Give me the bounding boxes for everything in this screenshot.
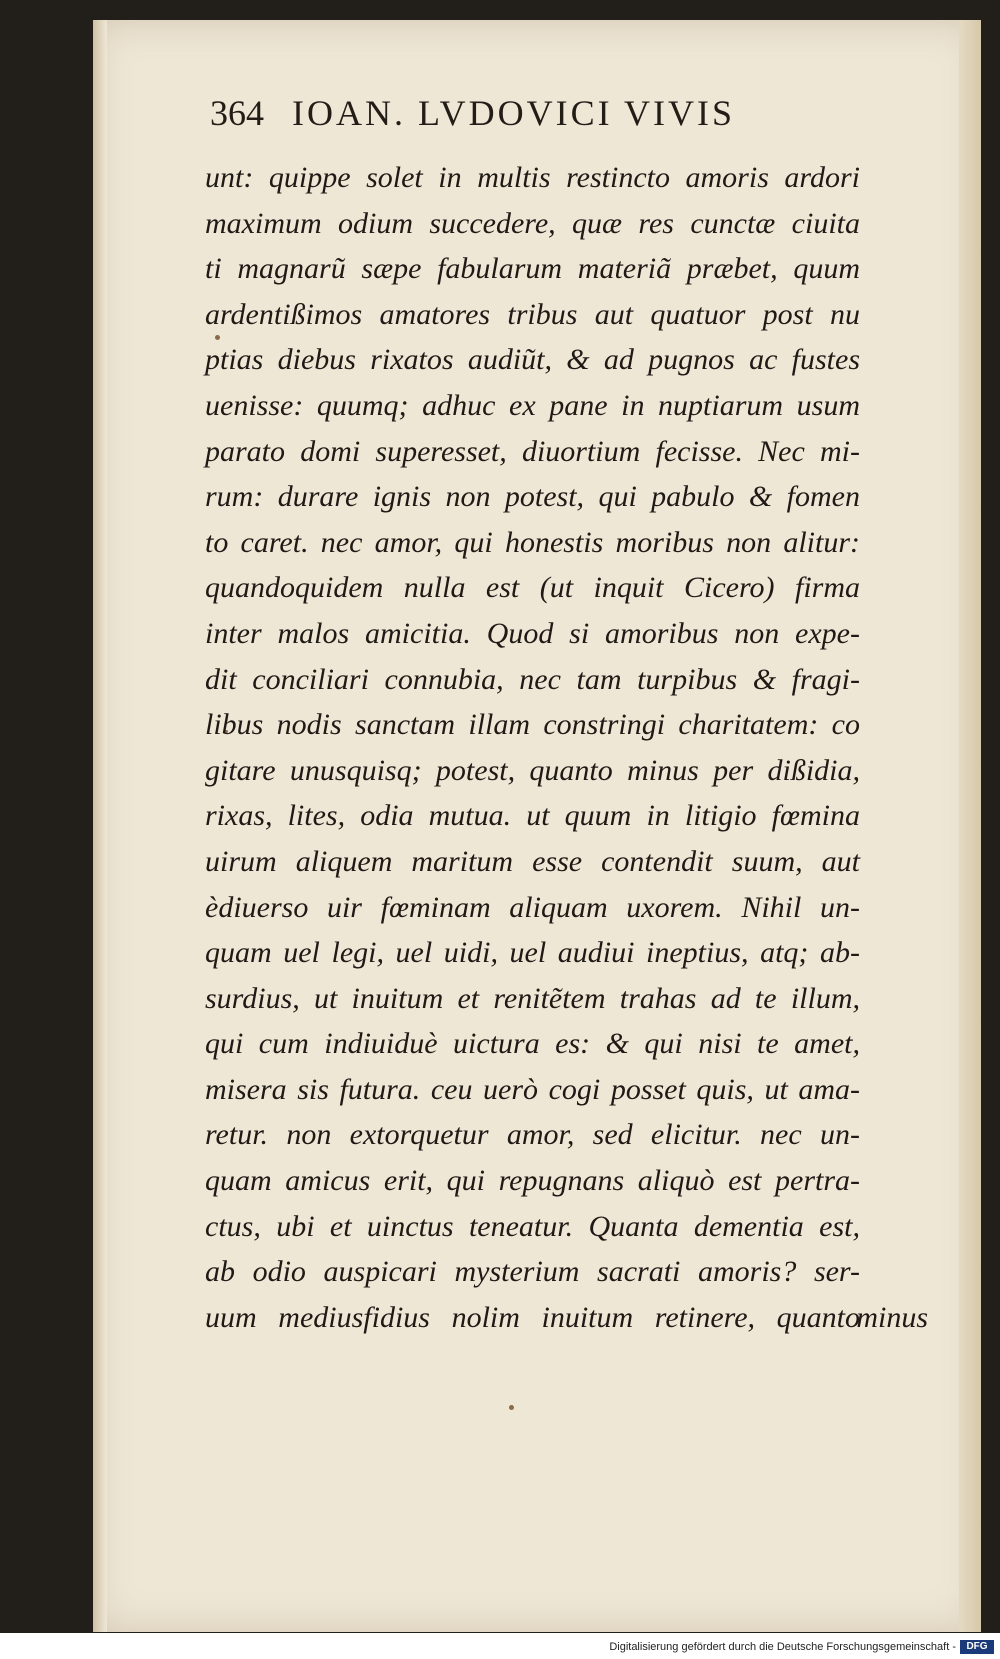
- text-line: uenisse: quumq; adhuc ex pane in nuptiarum usum: [205, 388, 860, 422]
- body-text: [205, 155, 860, 1340]
- text-line: retur. non extorquetur amor, sed elicitur. nec un-: [205, 1118, 860, 1152]
- page-fore-edge: [959, 20, 981, 1632]
- digitization-footer: [0, 1633, 1000, 1659]
- page-gutter-shadow: [93, 20, 107, 1632]
- text-line: uirum aliquem maritum esse contendit suum, aut: [205, 844, 860, 878]
- text-line: to caret. nec amor, qui honestis moribus non alitur:: [205, 525, 860, 559]
- dfg-logo: DFG: [960, 1640, 994, 1654]
- text-line: uum mediusfidius nolim inuitum retinere, quanto: [205, 1300, 860, 1334]
- text-line: misera sis futura. ceu uerò cogi posset quis, ut ama-: [205, 1072, 860, 1106]
- text-line: surdius, ut inuitum et renitẽtem trahas ad te illum,: [205, 981, 860, 1015]
- text-line: rum: durare ignis non potest, qui pabulo & fomen: [205, 480, 860, 514]
- catchword: minus: [856, 1301, 928, 1334]
- text-line: qui cum indiuiduè uictura es: & qui nisi te amet,: [205, 1027, 860, 1061]
- text-line: parato domi superesset, diuortium fecisse. Nec mi-: [205, 434, 860, 468]
- text-line: libus nodis sanctam illam constringi charitatem: co: [205, 708, 860, 742]
- text-line: maximum odium succedere, quæ res cunctæ ciuita: [205, 206, 860, 240]
- text-line: ctus, ubi et uinctus teneatur. Quanta dementia est,: [205, 1209, 860, 1243]
- text-line: èdiuerso uir fœminam aliquam uxorem. Nihil un-: [205, 890, 860, 924]
- text-line: ardentißimos amatores tribus aut quatuor post nu: [205, 297, 860, 331]
- text-line: quam amicus erit, qui repugnans aliquò est pertra-: [205, 1164, 860, 1198]
- running-header: [210, 92, 860, 134]
- running-title: IOAN. LVDOVICI VIVIS: [292, 93, 735, 133]
- text-line: ptias diebus rixatos audiũt, & ad pugnos ac fustes: [205, 343, 860, 377]
- funding-credit: Digitalisierung gefördert durch die Deutsche Forschungsgemeinschaft -: [609, 1641, 956, 1653]
- text-line: inter malos amicitia. Quod si amoribus non expe-: [205, 616, 860, 650]
- text-line: dit conciliari connubia, nec tam turpibus & fragi-: [205, 662, 860, 696]
- text-line: gitare unusquisq; potest, quanto minus per dißidia,: [205, 753, 860, 787]
- paper-speck: [509, 1405, 514, 1410]
- text-line: rixas, lites, odia mutua. ut quum in litigio fœmina: [205, 799, 860, 833]
- text-line: unt: quippe solet in multis restincto amoris ardori: [205, 161, 860, 194]
- text-line: quam uel legi, uel uidi, uel audiui ineptius, atq; ab-: [205, 936, 860, 970]
- page-number: 364: [210, 93, 264, 133]
- text-line: quandoquidem nulla est (ut inquit Cicero) firma: [205, 571, 860, 605]
- text-line: ti magnarũ sæpe fabularum materiã præbet, quum: [205, 252, 860, 286]
- text-line: ab odio auspicari mysterium sacrati amoris? ser-: [205, 1255, 860, 1289]
